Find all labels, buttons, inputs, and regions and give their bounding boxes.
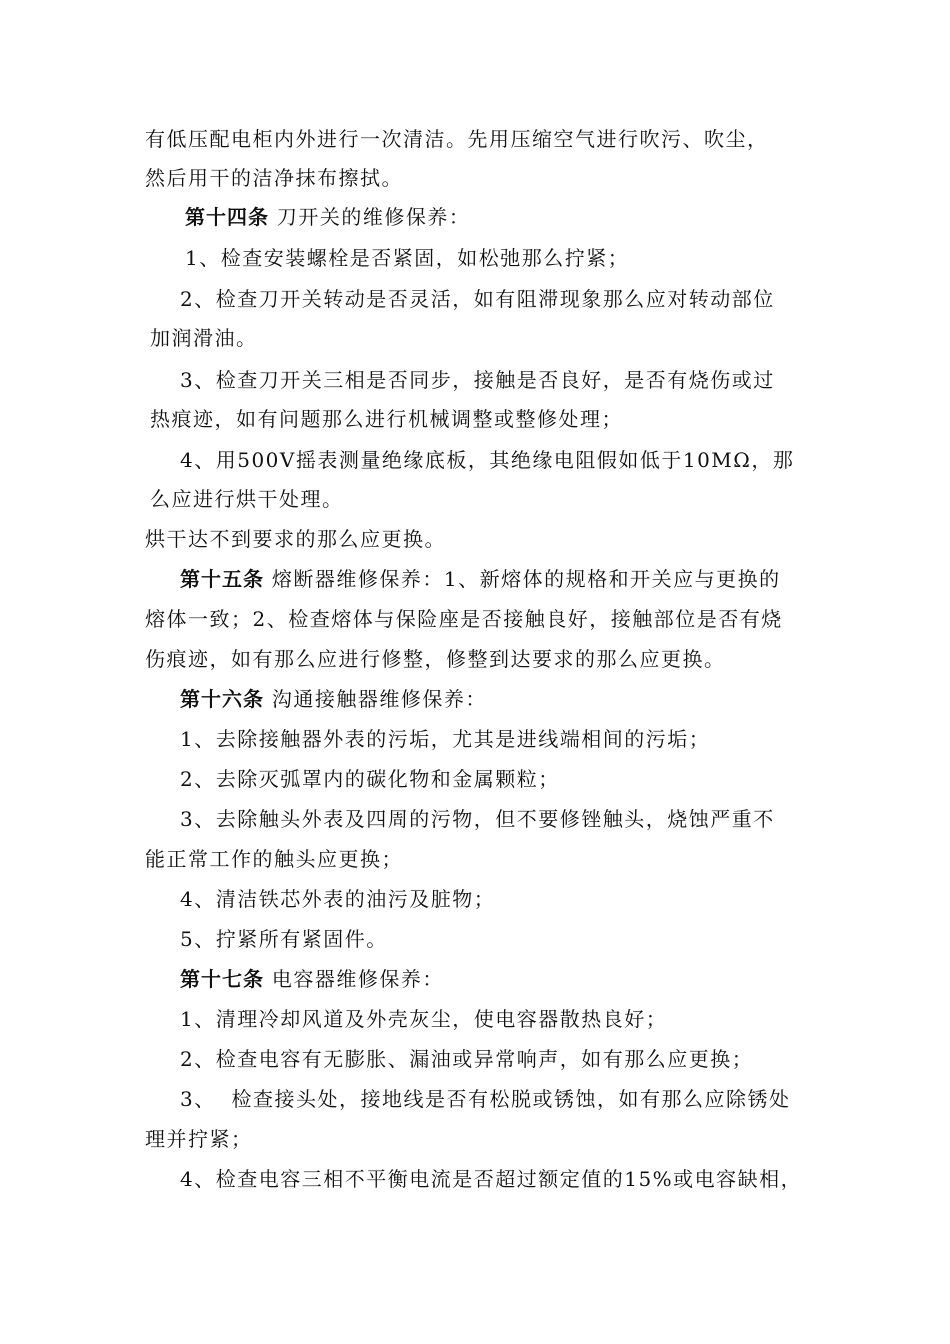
line-text: 5、拧紧所有紧固件。 [180, 927, 388, 951]
article-number: 第十七条 [180, 967, 264, 991]
list-item-line [180, 925, 388, 953]
line-text: 4、用500V摇表测量绝缘底板，其绝缘电阻假如低于10MΩ，那 [180, 448, 795, 472]
line-text: 3、检查刀开关三相是否同步，接触是否良好，是否有烧伤或过 [180, 368, 775, 392]
line-text: 加润滑油。 [150, 326, 258, 350]
article-heading-line [180, 965, 444, 993]
list-item-line [180, 805, 775, 833]
paragraph-line [145, 125, 769, 153]
line-text: 4、清洁铁芯外表的油污及脏物； [180, 887, 496, 911]
paragraph-line [145, 645, 726, 673]
list-item-line [180, 885, 495, 913]
list-item-line [180, 1005, 667, 1033]
line-text: 2、去除灭弧罩内的碳化物和金属颗粒； [180, 767, 560, 791]
paragraph-line [150, 485, 344, 513]
line-text: 3、 检查接头处，接地线是否有松脱或锈蚀，如有那么应除锈处 [180, 1087, 791, 1111]
line-text: 1、去除接触器外表的污垢，尤其是进线端相间的污垢； [180, 727, 711, 751]
list-item-line [180, 1165, 802, 1193]
list-item-line [180, 725, 710, 753]
article-heading-line [180, 685, 487, 713]
paragraph-line [150, 324, 258, 352]
paragraph-line [145, 1125, 253, 1153]
list-item-line [180, 285, 775, 313]
paragraph-line [145, 525, 446, 553]
paragraph-line [145, 605, 783, 633]
line-text: 1、检查安装螺栓是否紧固，如松弛那么拧紧； [185, 246, 630, 270]
line-text: 烘干达不到要求的那么应更换。 [145, 527, 446, 551]
line-text: 理并拧紧； [145, 1127, 253, 1151]
article-number: 第十五条 [180, 567, 264, 591]
paragraph-line [145, 845, 403, 873]
article-heading-line [185, 203, 470, 231]
line-text: 伤痕迹，如有那么应进行修整，修整到达要求的那么应更换。 [145, 647, 726, 671]
article-number: 第十四条 [185, 205, 269, 229]
line-text: 3、去除触头外表及四周的污物，但不要修锉触头，烧蚀严重不 [180, 807, 775, 831]
line-text: 电容器维修保养： [271, 967, 444, 991]
article-number: 第十六条 [180, 687, 264, 711]
list-item-line [185, 244, 629, 272]
line-text: 熔断器维修保养：1、新熔体的规格和开关应与更换的 [271, 567, 781, 591]
line-text: 能正常工作的触头应更换； [145, 847, 403, 871]
paragraph-line [150, 405, 623, 433]
line-text: 4、检查电容三相不平衡电流是否超过额定值的15%或电容缺相， [180, 1167, 803, 1191]
line-text: 沟通接触器维修保养： [271, 687, 487, 711]
line-text: 有低压配电柜内外进行一次清洁。先用压缩空气进行吹污、吹尘， [145, 127, 769, 151]
list-item-line [180, 1085, 790, 1113]
paragraph-line [145, 164, 403, 192]
list-item-line [180, 765, 560, 793]
line-text: 么应进行烘干处理。 [150, 487, 344, 511]
article-heading-line [180, 565, 781, 593]
line-text: 然后用干的洁净抹布擦拭。 [145, 166, 403, 190]
line-text: 刀开关的维修保养： [276, 205, 471, 229]
line-text: 熔体一致；2、检查熔体与保险座是否接触良好，接触部位是否有烧 [145, 607, 783, 631]
list-item-line [180, 446, 794, 474]
line-text: 2、检查电容有无膨胀、漏油或异常响声，如有那么应更换； [180, 1047, 754, 1071]
line-text: 1、清理冷却风道及外壳灰尘，使电容器散热良好； [180, 1007, 668, 1031]
list-item-line [180, 366, 775, 394]
line-text: 2、检查刀开关转动是否灵活，如有阻滞现象那么应对转动部位 [180, 287, 775, 311]
line-text: 热痕迹，如有问题那么进行机械调整或整修处理； [150, 407, 623, 431]
list-item-line [180, 1045, 753, 1073]
